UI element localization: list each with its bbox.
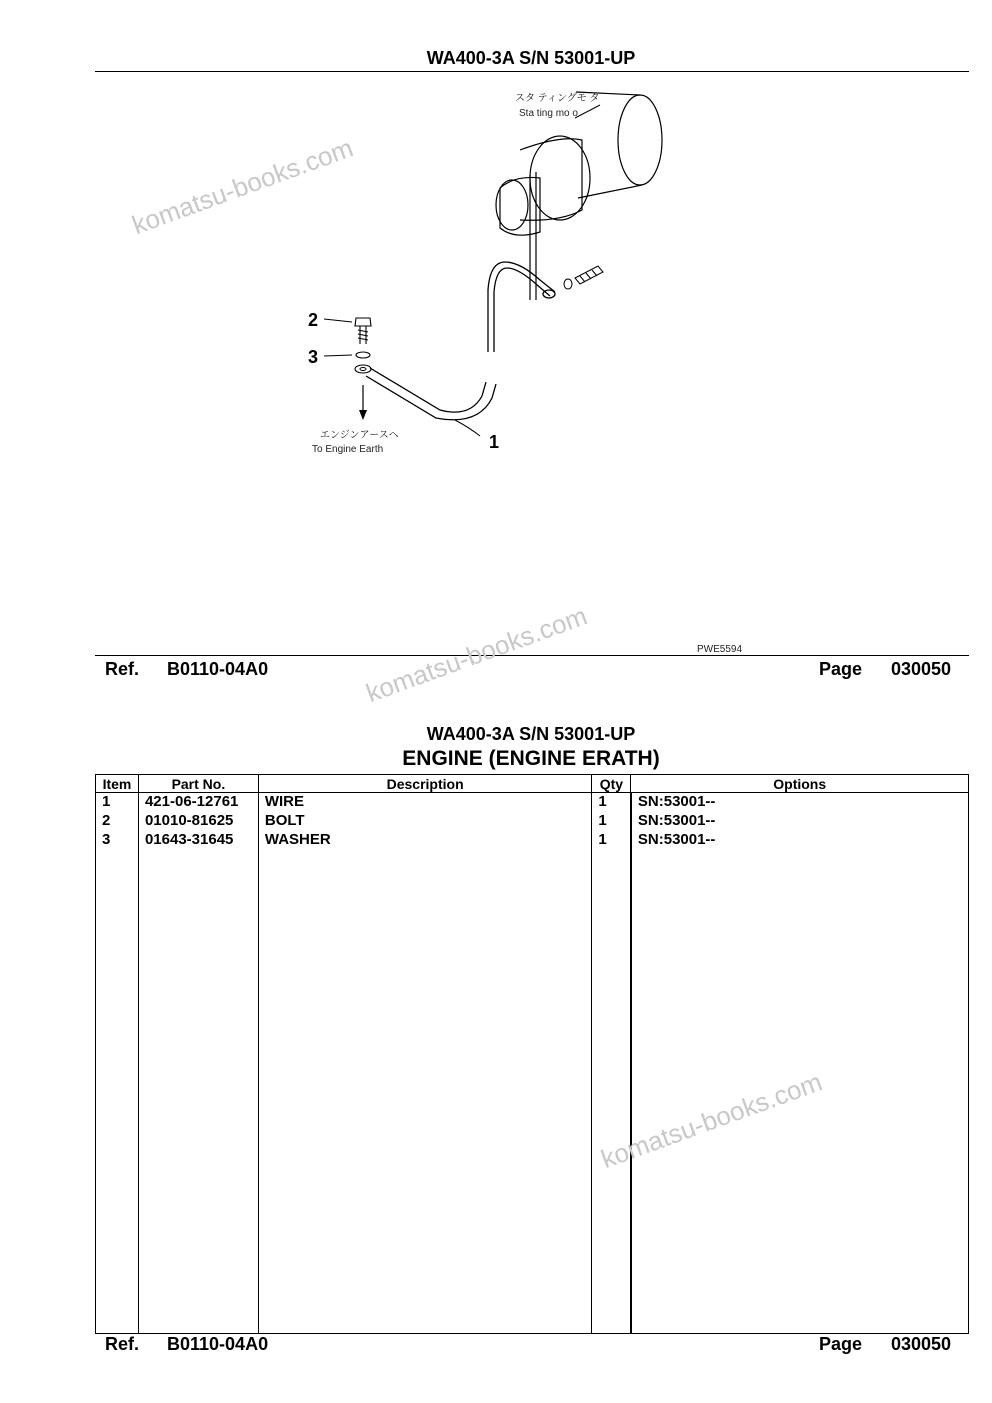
footer-rule-top xyxy=(95,655,969,656)
cell-options: SN:53001-- xyxy=(631,812,969,831)
cell-qty: 1 xyxy=(592,812,631,831)
leader-starting-motor xyxy=(575,105,600,118)
cell-item: 3 xyxy=(96,831,139,850)
cell-description: BOLT xyxy=(258,812,592,831)
table-header-row xyxy=(96,775,969,793)
leader-bolt xyxy=(324,319,352,322)
drawing-code: PWE5594 xyxy=(697,644,743,652)
label-starting-motor-jp: スタ ティングモ タ xyxy=(515,93,600,104)
section-subtitle: ENGINE (ENGINE ERATH) xyxy=(402,747,660,770)
cell-qty: 1 xyxy=(592,793,631,813)
page-title-top: WA400-3A S/N 53001-UP xyxy=(426,48,636,68)
parts-table xyxy=(95,774,969,1334)
cell-qty: 1 xyxy=(592,831,631,850)
table-row xyxy=(96,831,969,850)
table-row xyxy=(96,793,969,813)
col-header-description: Description xyxy=(258,775,592,793)
ref-value-bottom: B0110-04A0 xyxy=(167,1334,269,1354)
page-title-bottom: WA400-3A S/N 53001-UP xyxy=(426,724,636,744)
leader-washer xyxy=(324,355,352,356)
col-header-item: Item xyxy=(96,775,139,793)
watermark: komatsu-books.com xyxy=(128,132,357,241)
starting-motor-drawing xyxy=(496,92,662,300)
table-row xyxy=(96,812,969,831)
col-header-part-no: Part No. xyxy=(138,775,258,793)
cell-part-no: 421-06-12761 xyxy=(138,793,258,813)
page-value-top: 030050 xyxy=(891,659,952,679)
ref-label-top: Ref. xyxy=(105,659,140,679)
cell-item: 1 xyxy=(96,793,139,813)
ref-label-bottom: Ref. xyxy=(105,1334,140,1354)
watermark: komatsu-books.com xyxy=(362,600,591,709)
exploded-parts-diagram xyxy=(0,72,992,652)
page-label-bottom: Page xyxy=(819,1334,863,1354)
page-value-bottom: 030050 xyxy=(891,1334,952,1354)
cell-part-no: 01643-31645 xyxy=(138,831,258,850)
cell-options: SN:53001-- xyxy=(631,831,969,850)
label-engine-earth-en: To Engine Earth xyxy=(312,444,384,455)
cell-part-no: 01010-81625 xyxy=(138,812,258,831)
wire-drawing xyxy=(366,262,555,420)
watermark: komatsu-books.com xyxy=(597,1066,826,1175)
cell-options: SN:53001-- xyxy=(631,793,969,813)
bolt-drawing xyxy=(355,318,371,344)
cell-item: 2 xyxy=(96,812,139,831)
label-starting-motor-en: Sta ting mo o xyxy=(519,108,578,119)
cell-description: WASHER xyxy=(258,831,592,850)
leader-wire xyxy=(455,420,480,436)
col-header-options: Options xyxy=(631,775,969,793)
col-header-qty: Qty xyxy=(592,775,631,793)
table-empty-area xyxy=(96,850,969,1334)
callout-2: 2 xyxy=(308,310,319,330)
label-engine-earth-jp: エンジンアースへ xyxy=(320,430,399,441)
ring-terminal-drawing xyxy=(355,365,371,373)
callout-3: 3 xyxy=(308,347,319,367)
arrow-head xyxy=(359,410,367,420)
ref-value-top: B0110-04A0 xyxy=(167,659,269,679)
washer-drawing xyxy=(356,352,370,358)
cell-description: WIRE xyxy=(258,793,592,813)
page-label-top: Page xyxy=(819,659,863,679)
terminal-bolt-drawing xyxy=(564,266,603,289)
callout-1: 1 xyxy=(489,432,500,452)
